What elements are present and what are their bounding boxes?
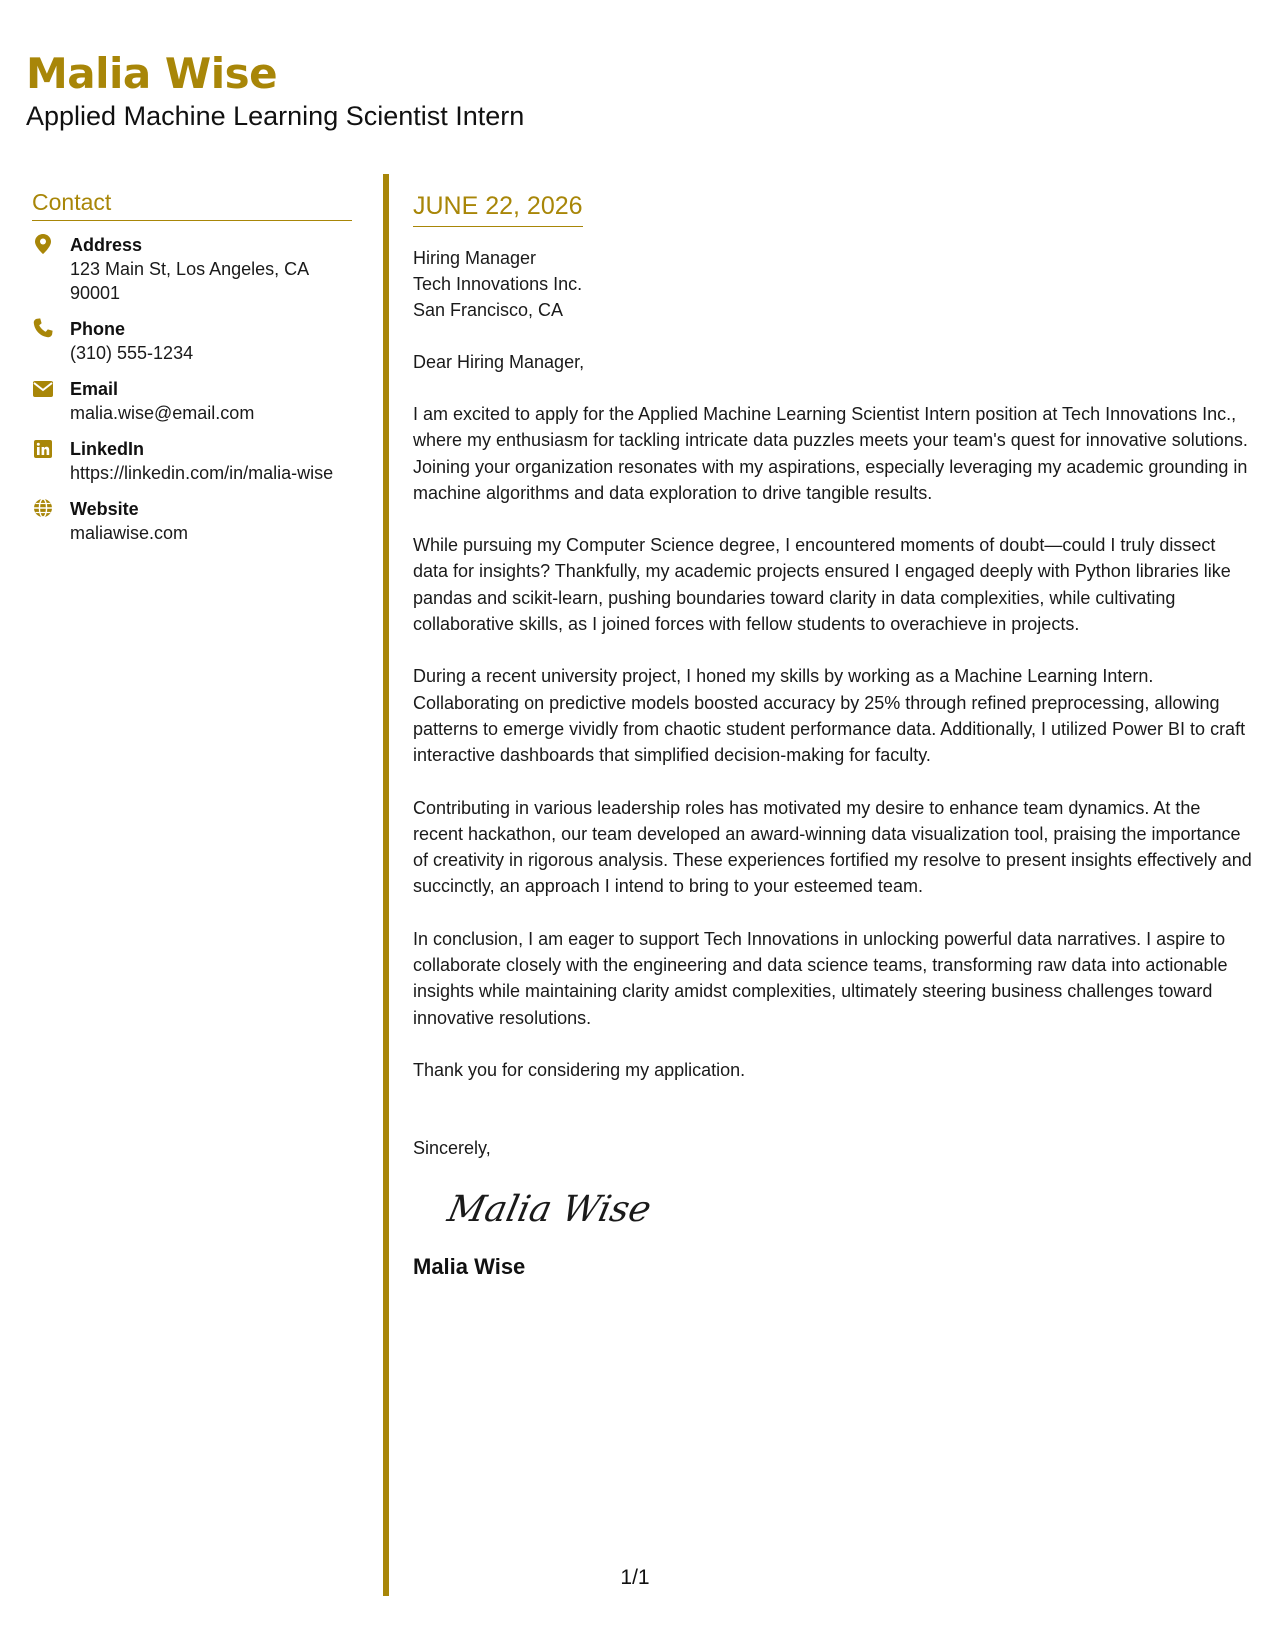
job-title: Applied Machine Learning Scientist Intern	[26, 101, 525, 131]
closing: Sincerely,	[413, 1138, 491, 1159]
signature-script: Malia Wise	[444, 1187, 656, 1231]
paragraph: In conclusion, I am eager to support Tech Innovations in unlocking powerful data narratives. I aspire to collaborate closely with the engineering and data science teams, transforming raw data into actionable insights while maintaining clarity amidst complexities, ultimately steering business challenges toward innovative resolutions.	[413, 928, 1228, 1028]
contact-item-phone	[32, 317, 352, 365]
recipient-line: San Francisco, CA	[413, 300, 564, 320]
website-value: maliawise.com	[70, 523, 189, 543]
contact-label: LinkedIn	[70, 439, 145, 459]
paragraph: Contributing in various leadership roles has motivated my desire to enhance team dynamics. At the recent hackathon, our team developed an award-winning data visualization tool, praising the importance of creativity in rigorous analysis. These experiences fortified my resolve to present insights effectively and succinctly, an approach I intend to bring to your esteemed team.	[413, 797, 1252, 897]
linkedin-value: https://linkedin.com/in/malia-wise	[70, 463, 334, 483]
paragraph: Thank you for considering my application.	[413, 1059, 746, 1080]
signature-image	[443, 1179, 1253, 1243]
map-pin-icon	[32, 233, 54, 305]
letter-body	[413, 190, 1253, 1281]
paragraph: I am excited to apply for the Applied Machine Learning Scientist Intern position at Tech Innovations Inc., where my enthusiasm for tackling intricate data puzzles meets your team's quest for innovative solutions. Joining your organization resonates with my aspirations, especially leveraging my academic grounding in machine algorithms and data exploration to drive tangible results.	[413, 404, 1248, 503]
contact-section-title: Contact	[32, 188, 352, 221]
applicant-name: Malia Wise	[26, 49, 278, 98]
recipient-line: Hiring Manager	[413, 248, 537, 268]
paragraph: While pursuing my Computer Science degree, I encountered moments of doubt—could I truly dissect data for insights? Thankfully, my academic projects ensured I engaged deeply with Python libraries like pandas and scikit-learn, pushing boundaries toward clarity in data complexities, while cultivating collaborative skills, as I joined forces with fellow students to overachieve in projects.	[413, 535, 1231, 635]
recipient-line: Tech Innovations Inc.	[413, 274, 583, 294]
recipient-block	[413, 245, 1253, 323]
page-number: 1/1	[620, 1566, 650, 1589]
contact-sidebar	[32, 188, 352, 545]
signed-name: Malia Wise	[413, 1254, 526, 1280]
email-value: malia.wise@email.com	[70, 403, 255, 423]
contact-label: Address	[70, 235, 143, 255]
contact-label: Email	[70, 379, 119, 399]
phone-icon	[32, 317, 54, 365]
contact-item-address	[32, 233, 352, 305]
address-value: 123 Main St, Los Angeles, CA 90001	[70, 259, 309, 303]
paragraph: During a recent university project, I honed my skills by working as a Machine Learning Intern. Collaborating on predictive models boosted accuracy by 25% through refined preprocessing, allowing patterns to emerge vividly from chaotic student performance data. Additionally, I utilized Power BI to craft interactive dashboards that simplified decision-making for faculty.	[413, 666, 1246, 766]
vertical-divider	[383, 174, 389, 1596]
linkedin-icon	[32, 437, 54, 485]
phone-value: (310) 555-1234	[70, 343, 194, 363]
header	[26, 48, 524, 132]
globe-icon	[32, 497, 54, 545]
contact-item-email	[32, 377, 352, 425]
salutation: Dear Hiring Manager,	[413, 352, 585, 372]
envelope-icon	[32, 377, 54, 425]
contact-item-website	[32, 497, 352, 545]
contact-item-linkedin	[32, 437, 352, 485]
contact-label: Phone	[70, 319, 126, 339]
contact-label: Website	[70, 499, 139, 519]
letter-date: JUNE 22, 2026	[413, 190, 583, 227]
